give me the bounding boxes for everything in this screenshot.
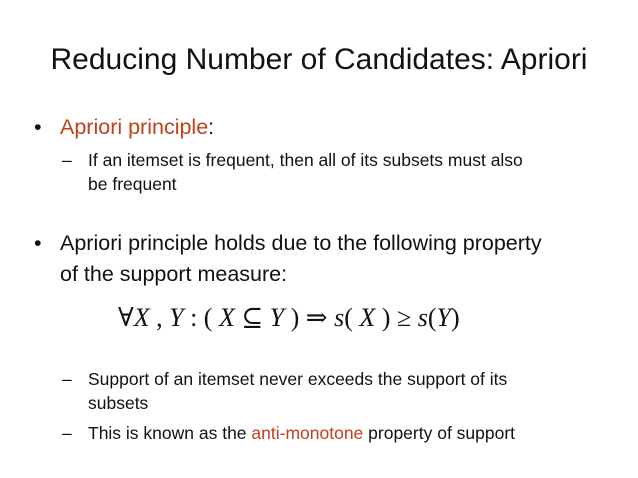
geq-symbol: ≥	[390, 303, 418, 332]
sub-bullet-line-1: Support of an itemset never exceeds the support of its	[88, 369, 508, 389]
sub-bullet-line-2: be frequent	[88, 174, 177, 194]
sub-bullet-marker: –	[62, 150, 72, 170]
subseteq-symbol: ⊆	[234, 303, 270, 332]
anti-monotone-formula: ∀X , Y : ( X ⊆ Y ) ⇒ s( X ) ≥ s(Y)	[118, 303, 460, 332]
sub-bullet-marker: –	[62, 369, 72, 389]
forall-symbol: ∀	[118, 303, 134, 332]
sub-bullet-marker: –	[62, 423, 72, 443]
sub-bullet-line-2: subsets	[88, 393, 149, 413]
anti-monotone-term: anti-monotone	[251, 423, 364, 443]
sub-bullet-line-1: If an itemset is frequent, then all of its subsets must also	[88, 150, 523, 170]
bullet-line-1: Apriori principle holds due to the following property	[60, 231, 542, 255]
bullet-line-2: of the support measure:	[60, 262, 288, 286]
implies-symbol: ⇒	[305, 303, 328, 332]
apriori-principle-term: Apriori principle	[60, 115, 209, 139]
bullet-marker: •	[34, 231, 42, 255]
bullet-marker: •	[34, 115, 42, 139]
slide-title: Reducing Number of Candidates: Apriori	[50, 43, 588, 76]
bullet-colon: :	[208, 115, 215, 139]
slide: Reducing Number of Candidates: Apriori • Apriori principle: – If an itemset is frequent, then all of its subsets must also be frequent • Apriori principle holds due to the following property of the support measure: ∀X , Y : ( X ⊆ Y ) ⇒ s( X ) ≥ s(Y) – Support of an itemset never exceeds the support of its subsets – This is known as the anti-monotone property of support	[0, 0, 638, 478]
